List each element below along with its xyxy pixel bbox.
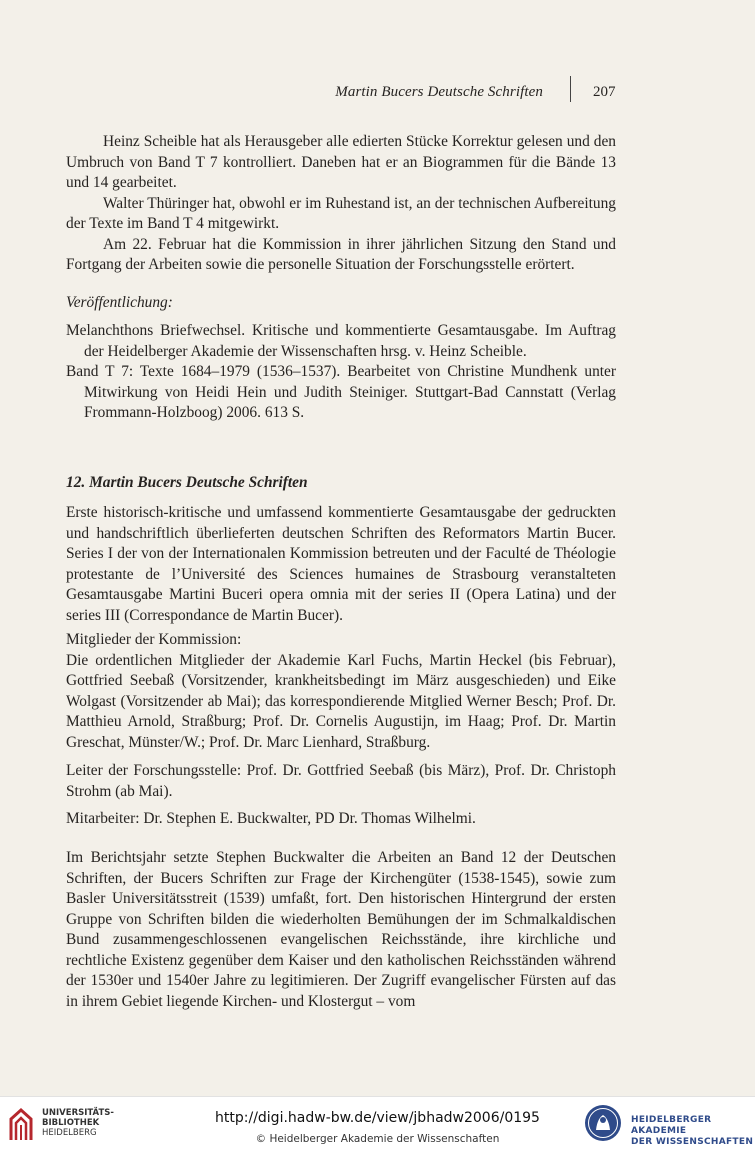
permalink-url[interactable]: http://digi.hadw-bw.de/view/jbhadw2006/0195 xyxy=(215,1110,540,1126)
intro-paragraphs xyxy=(66,132,616,276)
section-description xyxy=(66,503,616,626)
members-text: Die ordentlichen Mitglieder der Akademie Karl Fuchs, Martin Heckel (bis Februar), Gottfried Seebaß (Vorsitzender, krankheitsbedingt im März ausgeschieden) und Eike Wolgast (Vorsitzender ab Mai); das korrespondierende Mitglied Werner Besch; Prof. Dr. Matthieu Arnold, Straßburg; Prof. Dr. Cornelis Augustijn, im Haag; Prof. Dr. Martin Greschat, Münster/W.; Prof. Dr. Marc Lienhard, Straßburg. xyxy=(66,651,616,751)
leiter-block xyxy=(66,761,616,802)
header-divider xyxy=(570,76,571,102)
section-paragraph: Erste historisch-kritische und umfassend kommentierte Gesamtausgabe der gedruckten und handschriftlich überlieferten deutschen Schriften des Reformators Martin Bucer. Series I der von der Internationalen Kommission betreuten und der Faculté de Théologie protestante de l’Université des Sciences humaines de Strasbourg veranstalteten Gesamtausgabe Martini Buceri opera omnia mit der series II (Opera Latina) und der series III (Correspondance de Martin Bucer). xyxy=(66,504,616,624)
academy-name: HEIDELBERGER AKADEMIE DER WISSENSCHAFTEN xyxy=(631,1115,754,1147)
publication-entry-series: Melanchthons Briefwechsel. Kritische und kommentierte Gesamtausgabe. Im Auftrag der Heidelberger Akademie der Wissenschaften hrsg. v. Heinz Scheible. xyxy=(66,322,616,360)
paragraph-thueringer: Walter Thüringer hat, obwohl er im Ruhestand ist, an der technischen Aufbereitung der Texte im Band T 4 mitgewirkt. xyxy=(66,194,616,232)
publication-label: Veröffentlichung: xyxy=(66,294,173,311)
publication-list xyxy=(66,321,616,424)
university-library-name: UNIVERSITÄTS- BIBLIOTHEK HEIDELBERG xyxy=(42,1108,114,1138)
mitarbeiter-text: Mitarbeiter: Dr. Stephen E. Buckwalter, PD Dr. Thomas Wilhelmi. xyxy=(66,810,476,827)
publication-entry-band: Band T 7: Texte 1684–1979 (1536–1537). Bearbeitet von Christine Mundhenk unter Mitwirkung von Heidi Hein und Judith Steiniger. Stuttgart-Bad Cannstatt (Verlag Frommann-Holzboog) 2006. 613 S. xyxy=(66,363,616,421)
report-paragraph: Im Berichtsjahr setzte Stephen Buckwalter die Arbeiten an Band 12 der Deutschen Schriften, der Bucers Schriften zur Frage der Kirchengüter (1538-1545), sowie zum Basler Universitätsstreit (1539) umfaßt, fort. Den historischen Hintergrund der ersten Gruppe von Schriften bilden die wiederholten Bemühungen der im Schmalkaldischen Bund zusammengeschlossenen evangelischen Reichsstände, ihre kirchliche und rechtliche Existenz gegenüber dem Kaiser und den katholischen Reichsständen während der 1530er und 1540er Jahre zu legitimieren. Der Zugriff evangelischer Fürsten auf das in ihrem Gebiet liegende Kirchen- und Klostergut – vom xyxy=(66,849,616,1010)
section-heading: 12. Martin Bucers Deutsche Schriften xyxy=(66,474,308,491)
leiter-text: Leiter der Forschungsstelle: Prof. Dr. Gottfried Seebaß (bis März), Prof. Dr. Christoph Strohm (ab Mai). xyxy=(66,762,616,800)
paragraph-kommission-sitzung: Am 22. Februar hat die Kommission in ihrer jährlichen Sitzung den Stand und Fortgang der Arbeiten sowie die personelle Situation der Forschungsstelle erörtert. xyxy=(66,235,616,273)
paragraph-scheible: Heinz Scheible hat als Herausgeber alle edierten Stücke Korrektur gelesen und den Umbruch von Band T 7 kontrolliert. Daneben hat er an Biogrammen für die Bände 13 und 14 gearbeitet. xyxy=(66,133,616,191)
page-number: 207 xyxy=(593,84,616,100)
members-block xyxy=(66,630,616,753)
running-header-title: Martin Bucers Deutsche Schriften xyxy=(335,84,543,100)
copyright-notice: © Heidelberger Akademie der Wissenschaften xyxy=(255,1133,500,1145)
members-label: Mitglieder der Kommission: xyxy=(66,631,242,648)
mitarbeiter-block xyxy=(66,809,616,830)
academy-seal-icon xyxy=(584,1104,622,1142)
footer-bar xyxy=(0,1096,755,1152)
report-block xyxy=(66,848,616,1012)
